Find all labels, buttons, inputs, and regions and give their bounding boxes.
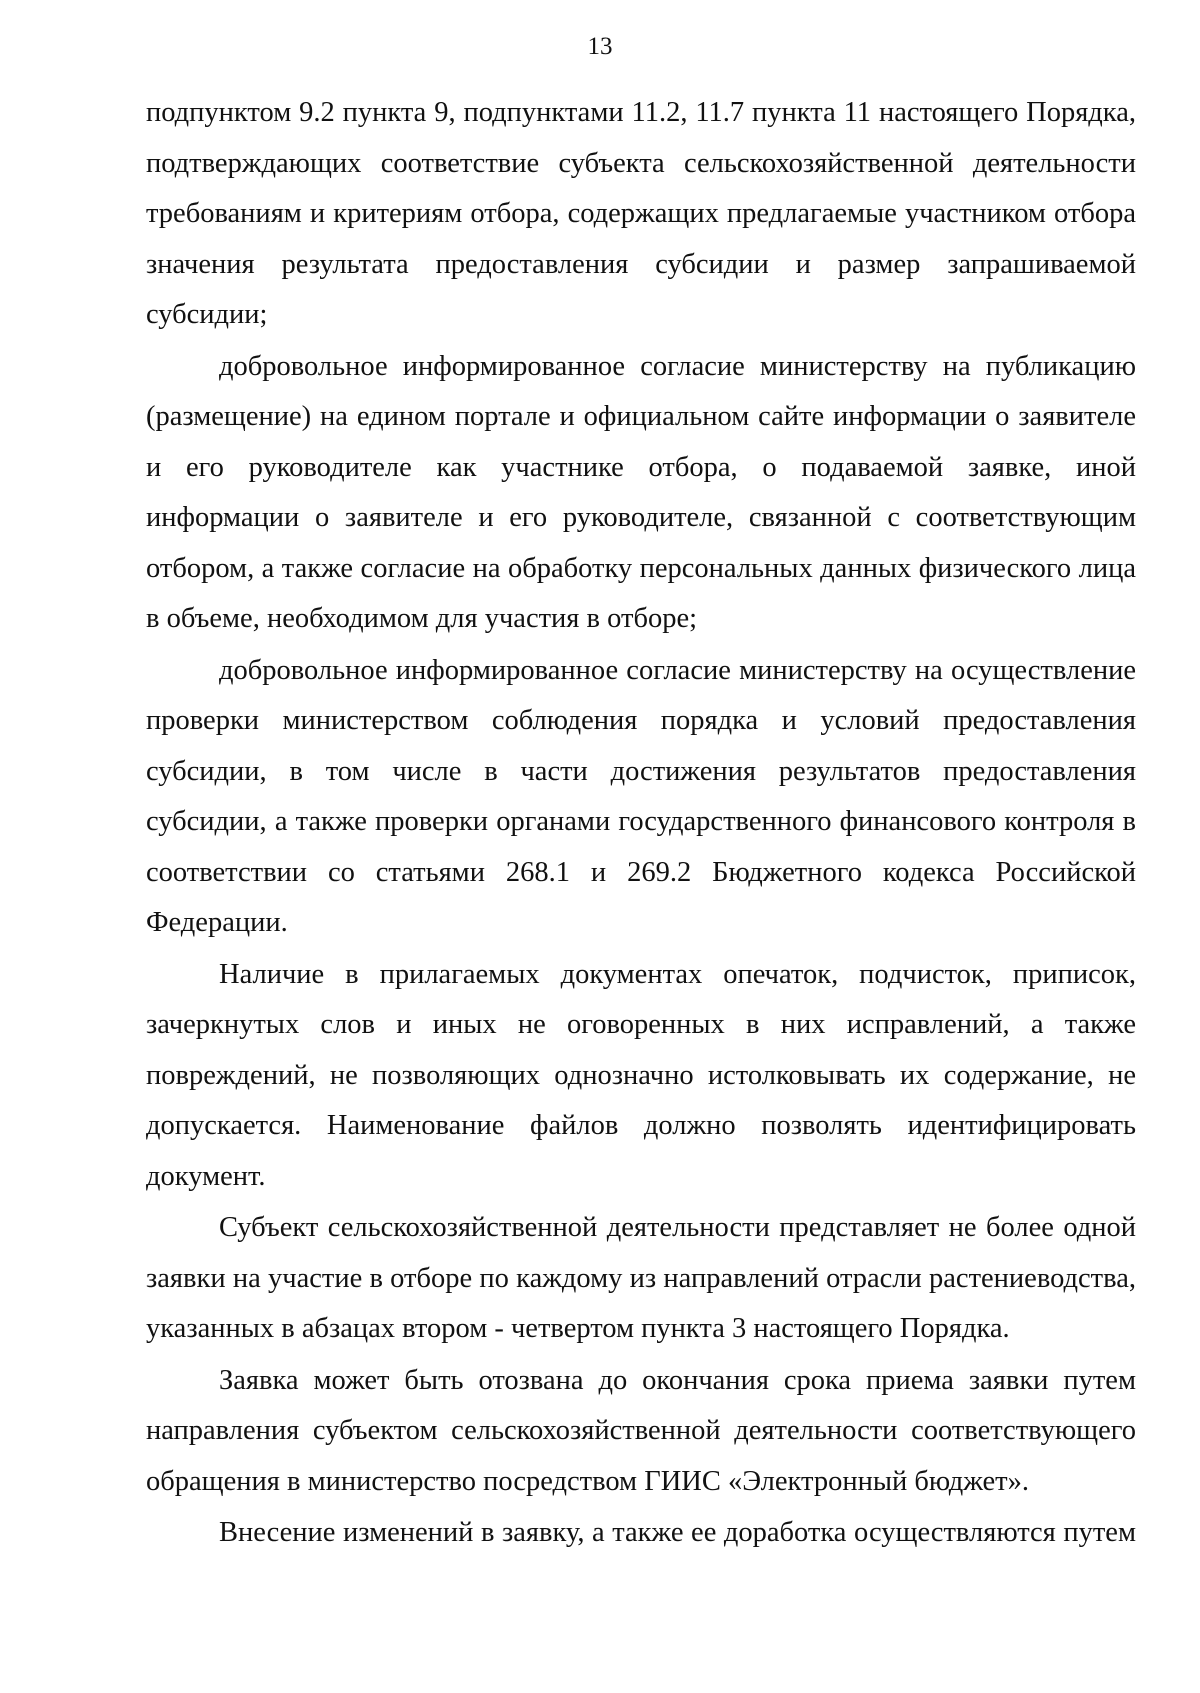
paragraph-inspection-consent: добровольное информированное согласие министерству на осуществление проверки министерством соблюдения порядка и условий предоставления субсидии, в том числе в части достижения результатов предоставления субсидии, а также проверки органами государственного финансового контроля в соответствии со статьями 268.1 и 269.2 Бюджетного кодекса Российской Федерации. (146, 654, 1136, 938)
paragraph-application-limit: Субъект сельскохозяйственной деятельности представляет не более одной заявки на участие в отборе по каждому из направлений отрасли растениеводства, указанных в абзацах втором - четвертом пункта 3 настоящего Порядка. (146, 1212, 1136, 1344)
paragraph-continuation: подпунктом 9.2 пункта 9, подпунктами 11.2, 11.7 пункта 11 настоящего Порядка, подтверждающих соответствие субъекта сельскохозяйственной деятельности требованиям и критериям отбора, содержащих предлагаемые участником отбора значения результата предоставления субсидии и размер запрашиваемой субсидии; (146, 97, 1136, 330)
document-body (146, 88, 1136, 1560)
paragraph-application-withdrawal: Заявка может быть отозвана до окончания срока приема заявки путем направления субъектом сельскохозяйственной деятельности соответствующего обращения в министерство посредством ГИИС «Электронный бюджет». (146, 1364, 1136, 1497)
paragraph-publication-consent: добровольное информированное согласие министерству на публикацию (размещение) на едином портале и официальном сайте информации о заявителе и его руководителе как участнике отбора, о подаваемой заявке, иной информации о заявителе и его руководителе, связанной с соответствующим отбором, а также согласие на обработку персональных данных физического лица в объеме, необходимом для участия в отборе; (146, 350, 1136, 634)
paragraph-document-corrections: Наличие в прилагаемых документах опечаток, подчисток, приписок, зачеркнутых слов и иных не оговоренных в них исправлений, а также повреждений, не позволяющих однозначно истолковывать их содержание, не допускается. Наименование файлов должно позволять идентифицировать документ. (146, 958, 1136, 1192)
page-number: 13 (587, 33, 613, 60)
paragraph-application-changes: Внесение изменений в заявку, а также ее доработка осуществляются путем (219, 1517, 1136, 1548)
